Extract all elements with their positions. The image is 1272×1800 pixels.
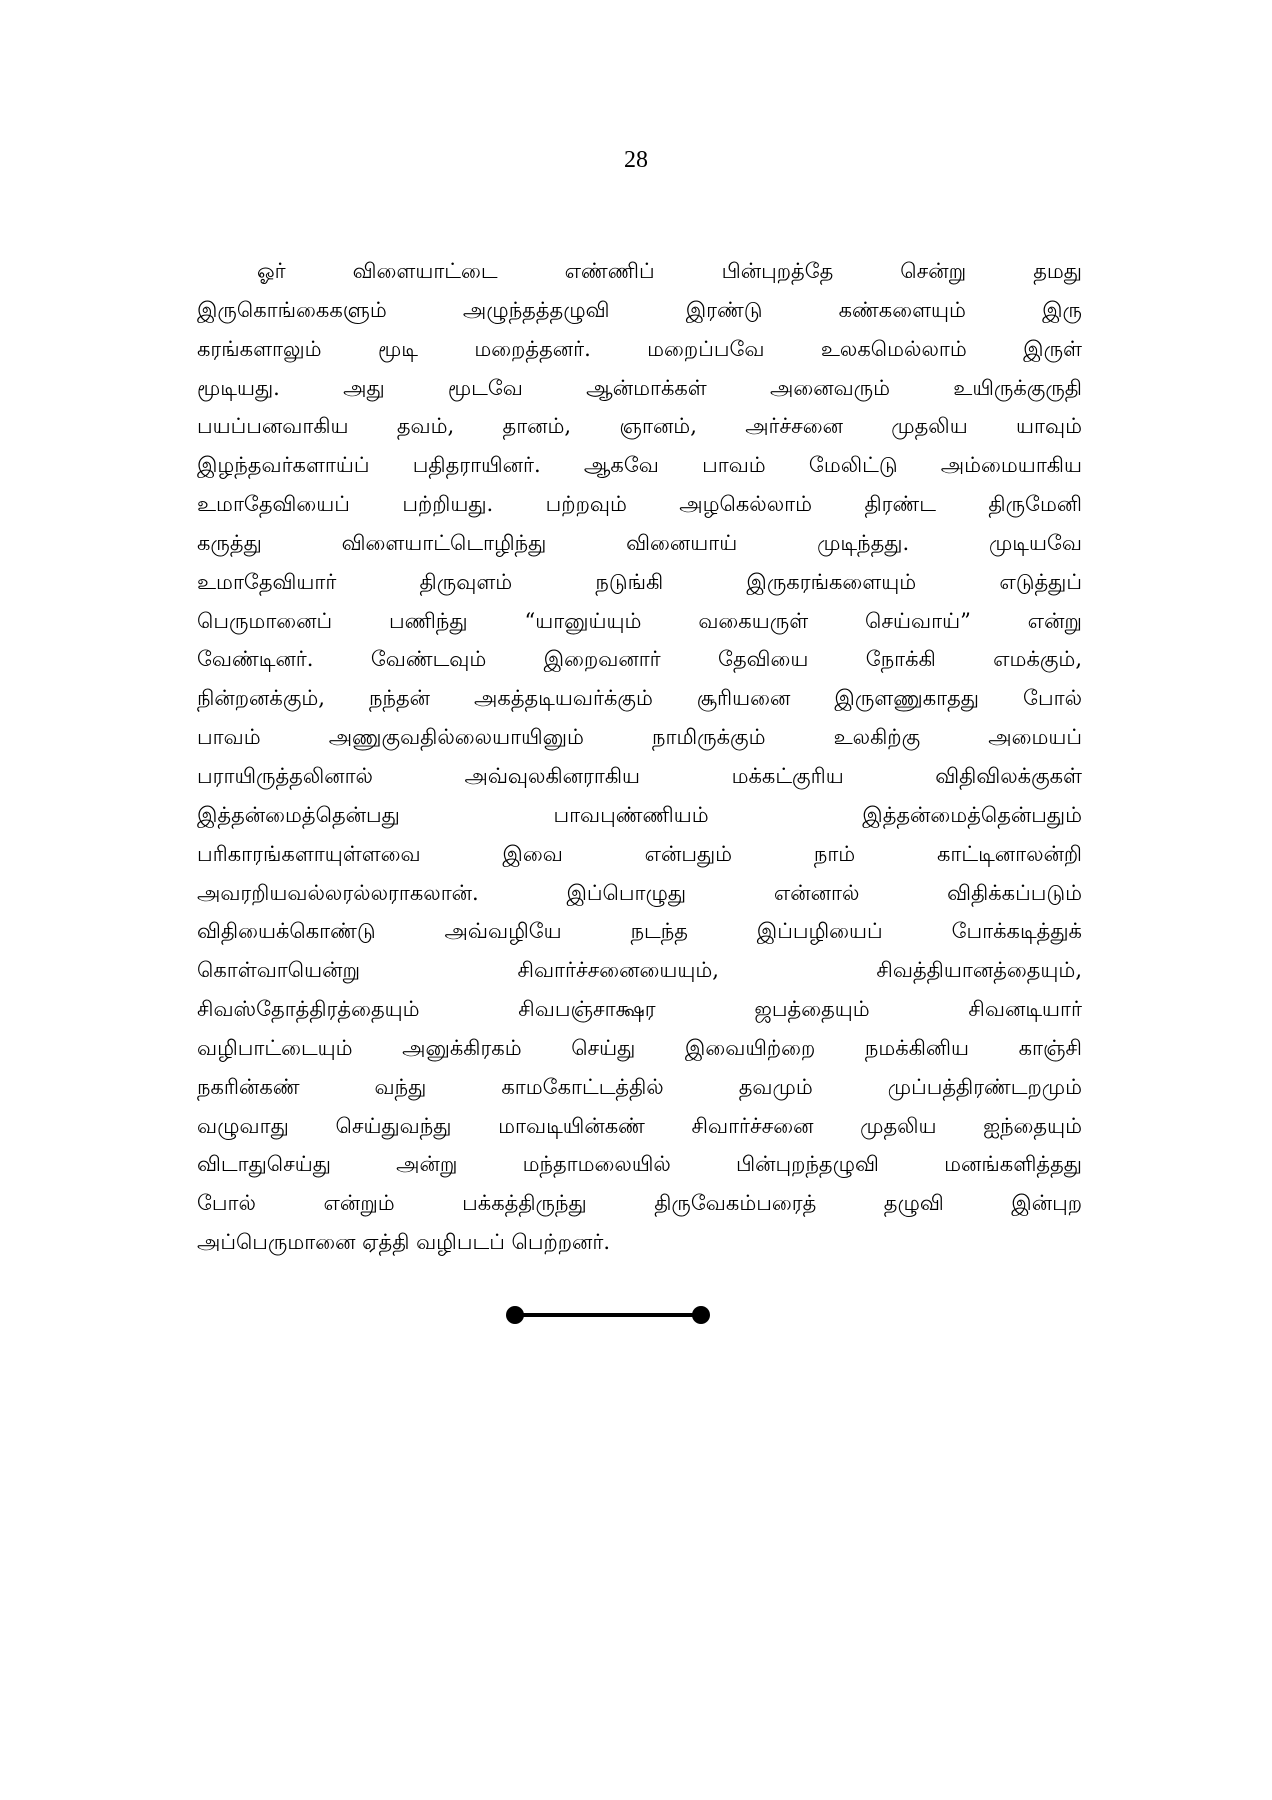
text-line: பயப்பனவாகிய தவம், தானம், ஞானம், அர்ச்சனை முதலிய யாவும் <box>197 414 1082 439</box>
text-line: சிவஸ்தோத்திரத்தையும் சிவபஞ்சாக்ஷர ஜபத்தையும் சிவனடியார் <box>197 997 1082 1022</box>
text-line: பெருமானைப் பணிந்து “யானுய்யும் வகையருள் செய்வாய்” என்று <box>197 608 1082 633</box>
text-line: பராயிருத்தலினால் அவ்வுலகினராகிய மக்கட்குரிய விதிவிலக்குகள் <box>197 763 1082 788</box>
text-line: நகரின்கண் வந்து காமகோட்டத்தில் தவமும் முப்பத்திரண்டறமும் <box>197 1074 1082 1099</box>
text-line: மூடியது. அது மூடவே ஆன்மாக்கள் அனைவரும் உயிருக்குருதி <box>197 375 1082 400</box>
text-line: விடாதுசெய்து அன்று மந்தாமலையில் பின்புறந்தழுவி மனங்களித்தது <box>197 1152 1082 1177</box>
text-line: உமாதேவியார் திருவுளம் நடுங்கி இருகரங்களையும் எடுத்துப் <box>197 569 1082 594</box>
text-line: கருத்து விளையாட்டொழிந்து வினையாய் முடிந்தது. முடியவே <box>197 530 1082 555</box>
text-line: பாவம் அணுகுவதில்லையாயினும் நாமிருக்கும் உலகிற்கு அமையப் <box>197 725 1082 750</box>
text-line: வழிபாட்டையும் அனுக்கிரகம் செய்து இவையிற்றை நமக்கினிய காஞ்சி <box>197 1035 1082 1060</box>
text-line: வேண்டினர். வேண்டவும் இறைவனார் தேவியை நோக்கி எமக்கும், <box>197 647 1082 672</box>
text-line: விதியைக்கொண்டு அவ்வழியே நடந்த இப்பழியைப் போக்கடித்துக் <box>197 919 1082 944</box>
text-line: பரிகாரங்களாயுள்ளவை இவை என்பதும் நாம் காட்டினாலன்றி <box>197 841 1082 866</box>
section-divider-icon <box>505 1303 711 1327</box>
text-line: அப்பெருமானை ஏத்தி வழிபடப் பெற்றனர். <box>197 1230 611 1255</box>
text-line: கரங்களாலும் மூடி மறைத்தனர். மறைப்பவே உலகமெல்லாம் இருள் <box>197 336 1082 361</box>
text-line: கொள்வாயென்று சிவார்ச்சனையையும், சிவத்தியானத்தையும், <box>197 958 1082 983</box>
page-number: 28 <box>624 147 648 173</box>
divider-dot-right <box>692 1306 710 1324</box>
text-line: ஓர் விளையாட்டை எண்ணிப் பின்புறத்தே சென்று தமது <box>257 259 1082 283</box>
text-line: வழுவாது செய்துவந்து மாவடியின்கண் சிவார்ச்சனை முதலிய ஐந்தையும் <box>197 1113 1082 1138</box>
divider-dot-left <box>506 1306 524 1324</box>
text-line: உமாதேவியைப் பற்றியது. பற்றவும் அழகெல்லாம் திரண்ட திருமேனி <box>197 492 1082 517</box>
text-line: அவரறியவல்லரல்லராகலான். இப்பொழுது என்னால் விதிக்கப்படும் <box>197 880 1082 905</box>
text-line: போல் என்றும் பக்கத்திருந்து திருவேகம்பரைத் தழுவி இன்புற <box>197 1191 1082 1216</box>
text-line: நின்றனக்கும், நந்தன் அகத்தடியவர்க்கும் சூரியனை இருளணுகாதது போல் <box>197 686 1082 711</box>
text-line: இத்தன்மைத்தென்பது பாவபுண்ணியம் இத்தன்மைத்தென்பதும் <box>197 802 1082 827</box>
body-paragraph <box>197 252 1082 1262</box>
text-line: இழந்தவர்களாய்ப் பதிதராயினர். ஆகவே பாவம் மேலிட்டு அம்மையாகிய <box>197 453 1082 478</box>
text-line: இருகொங்கைகளும் அழுந்தத்தழுவி இரண்டு கண்களையும் இரு <box>197 297 1082 322</box>
